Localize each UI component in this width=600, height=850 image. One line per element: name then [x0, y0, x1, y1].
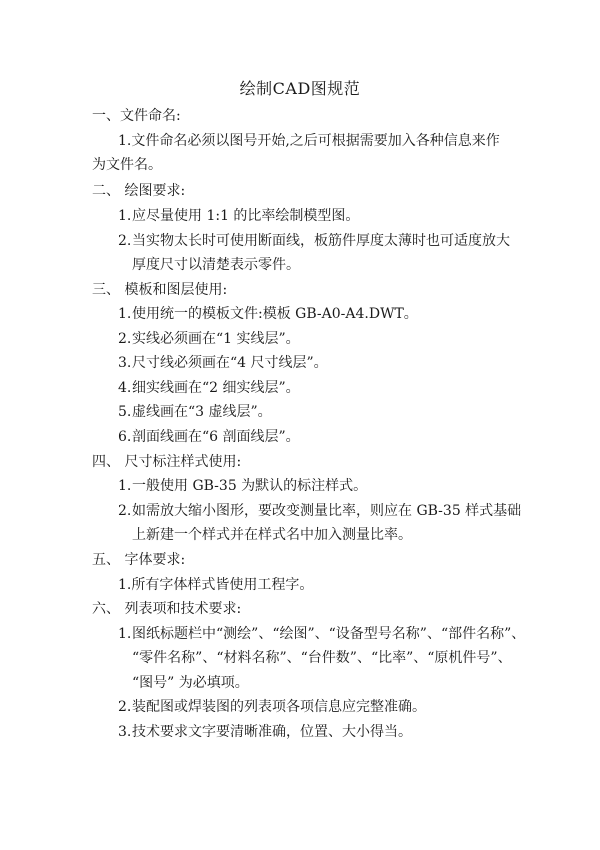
list-item-number: 2. [118, 331, 132, 347]
list-item-text: 剖面线画在“6 剖面线层”。 [132, 429, 300, 445]
list-item-text: 使用统一的模板文件:模板 GB-A0-A4.DWT。 [132, 306, 418, 322]
list-item-text: 装配图或焊装图的列表项各项信息应完整准确。 [132, 699, 426, 715]
list-item-text: 细实线画在“2 细实线层”。 [132, 380, 300, 396]
section-heading-file-naming: 一、文件命名: [92, 108, 181, 124]
list-item-continuation: “零件名称”、“材料名称”、“台件数”、“比率”、“原机件号”、 [132, 650, 512, 666]
list-item-number: 1. [118, 208, 132, 224]
list-item-number: 3. [118, 355, 132, 371]
list-item-text: 技术要求文字要清晰准确，位置、大小得当。 [132, 724, 412, 740]
list-item-text: 如需放大缩小图形，要改变测量比率，则应在 GB-35 样式基础 [132, 503, 522, 519]
list-item-number: 3. [118, 724, 132, 740]
list-item-text: 图纸标题栏中“测绘”、“绘图”、“设备型号名称”、“部件名称”、 [132, 626, 526, 642]
section-heading-templates-layers: 三、 模板和图层使用: [92, 282, 228, 298]
list-item-number: 6. [118, 429, 132, 445]
list-item-number: 1. [118, 626, 132, 642]
document-title: 绘制CAD图规范 [239, 79, 361, 98]
section-heading-font-requirements: 五、 字体要求: [92, 552, 186, 568]
list-item-number: 5. [118, 404, 132, 420]
list-item-continuation: 上新建一个样式并在样式名中加入测量比率。 [132, 527, 412, 543]
list-item-continuation: 厚度尺寸以清楚表示零件。 [132, 257, 300, 273]
list-item-number: 4. [118, 380, 132, 396]
list-item-number: 2. [118, 503, 132, 519]
paragraph-line: 1.文件命名必须以图号开始,之后可根据需要加入各种信息来作 [118, 133, 500, 149]
list-item-number: 2. [118, 233, 132, 249]
list-item-number: 2. [118, 699, 132, 715]
section-heading-dimension-style: 四、 尺寸标注样式使用: [92, 454, 242, 470]
list-item-text: 应尽量使用 1:1 的比率绘制模型图。 [132, 208, 360, 224]
list-item-text: 虚线画在“3 虚线层”。 [132, 404, 272, 420]
list-item-text: 尺寸线必须画在“4 尺寸线层”。 [132, 355, 328, 371]
list-item-text: 一般使用 GB-35 为默认的标注样式。 [132, 478, 368, 494]
paragraph-line: 为文件名。 [92, 157, 162, 173]
list-item-number: 1. [118, 478, 132, 494]
section-heading-drawing-requirements: 二、 绘图要求: [92, 183, 186, 199]
list-item-text: 当实物太长时可使用断面线，板筋件厚度太薄时也可适度放大 [132, 233, 510, 249]
list-item-text: 实线必须画在“1 实线层”。 [132, 331, 300, 347]
list-item-continuation: “图号” 为必填项。 [132, 675, 249, 691]
paragraph-line: 1.所有字体样式皆使用工程字。 [118, 577, 314, 593]
section-heading-list-and-technical: 六、 列表项和技术要求: [92, 601, 242, 617]
list-item-number: 1. [118, 306, 132, 322]
